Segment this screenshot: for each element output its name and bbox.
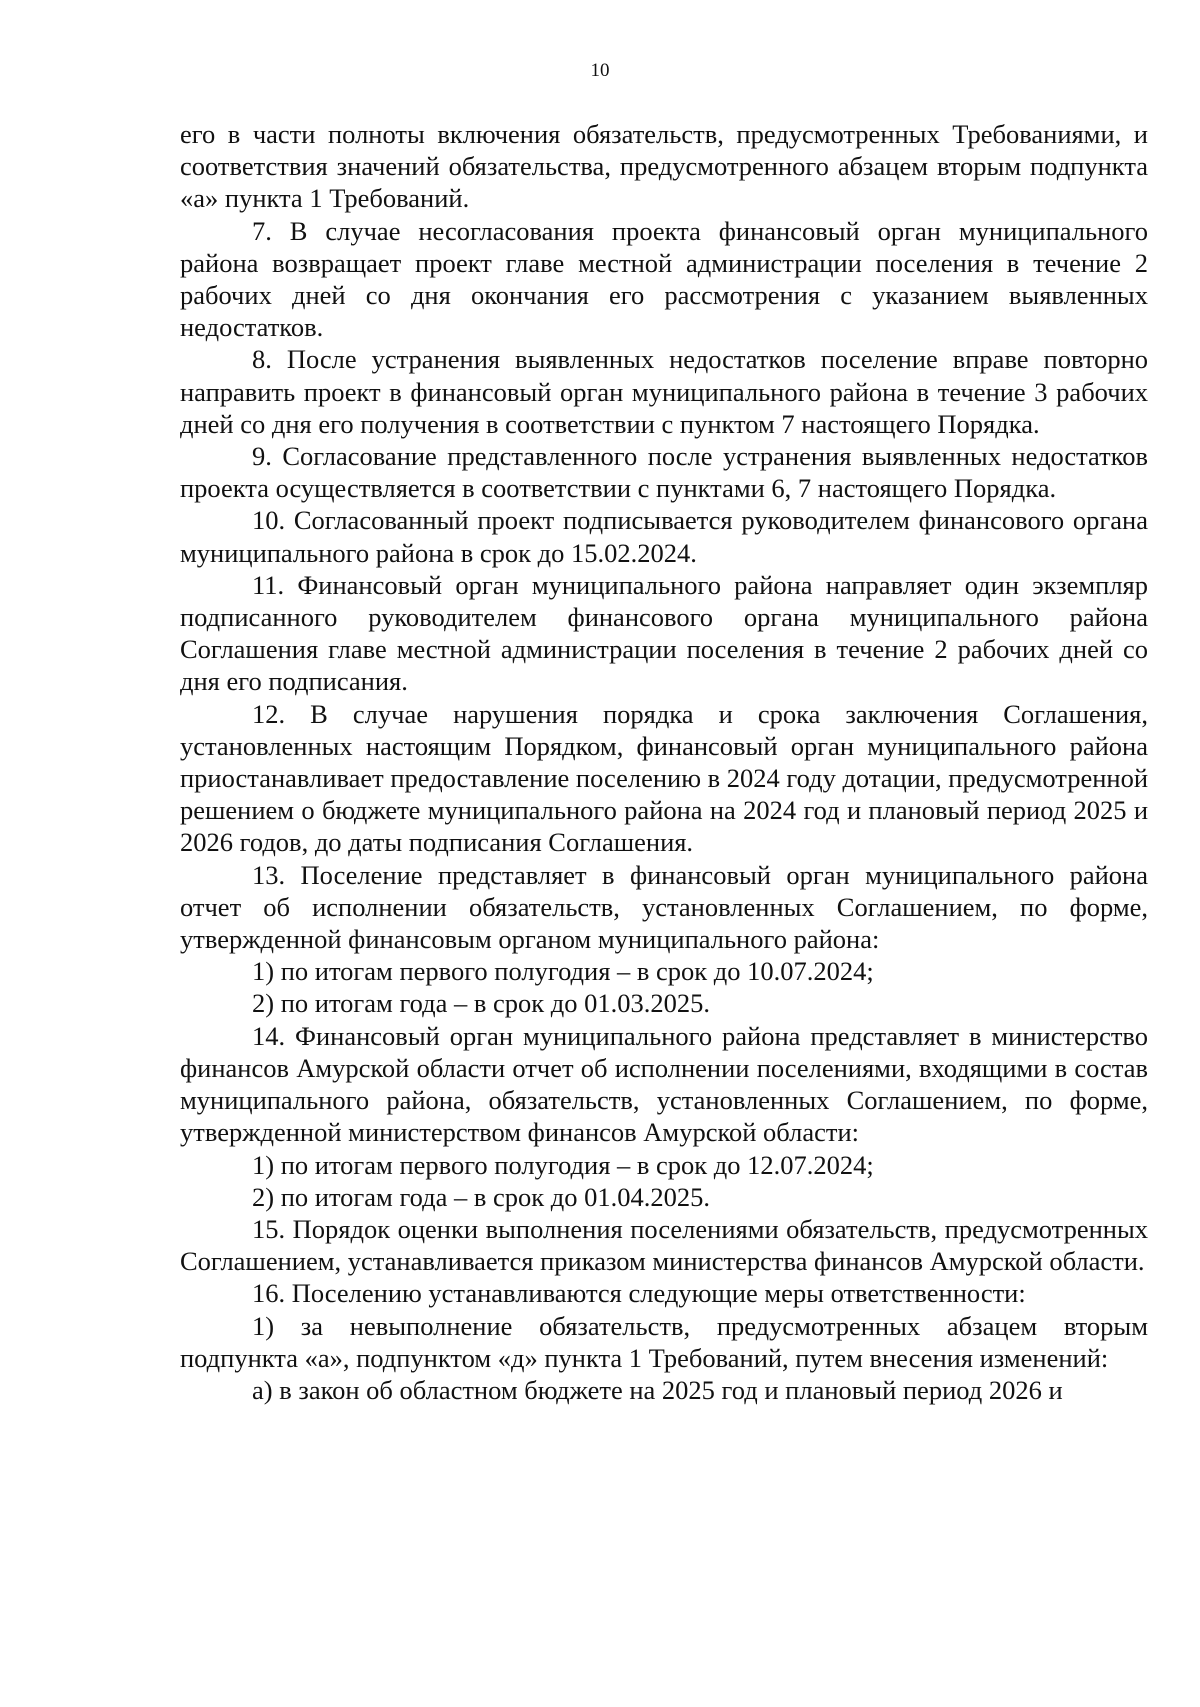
paragraph-16-item-1-a: а) в закон об областном бюджете на 2025 год и плановый период 2026 и — [252, 1374, 1063, 1405]
paragraph-14-item-2: 2) по итогам года – в срок до 01.04.2025. — [252, 1181, 711, 1212]
document-body — [180, 118, 1148, 1406]
paragraph-11: 11. Финансовый орган муниципального района направляет один экземпляр подписанного руководителем финансового органа муниципального района Соглашения главе местной администрации поселения в течение 2 рабочих дней со дня его подписания. — [180, 569, 1148, 697]
paragraph-14-item-1: 1) по итогам первого полугодия – в срок до 12.07.2024; — [252, 1149, 874, 1180]
paragraph-14: 14. Финансовый орган муниципального района представляет в министерство финансов Амурской области отчет об исполнении поселениями, входящими в состав муниципального района, обязательств, установленных Соглашением, по форме, утвержденной министерством финансов Амурской области: — [180, 1020, 1148, 1148]
paragraph-10: 10. Согласованный проект подписывается руководителем финансового органа муниципального района в срок до 15.02.2024. — [180, 505, 1148, 568]
paragraph-16: 16. Поселению устанавливаются следующие меры ответственности: — [252, 1278, 1026, 1309]
paragraph-8: 8. После устранения выявленных недостатков поселение вправе повторно направить проект в финансовый орган муниципального района в течение 3 рабочих дней со дня его получения в соответствии с пунктом 7 настоящего Порядка. — [180, 344, 1148, 439]
paragraph-13: 13. Поселение представляет в финансовый орган муниципального района отчет об исполнении обязательств, установленных Соглашением, по форме, утвержденной финансовым органом муниципального района: — [180, 859, 1148, 955]
paragraph-15: 15. Порядок оценки выполнения поселениями обязательств, предусмотренных Соглашением, устанавливается приказом министерства финансов Амурской области. — [180, 1213, 1148, 1277]
paragraph-7: 7. В случае несогласования проекта финансовый орган муниципального района возвращает проект главе местной администрации поселения в течение 2 рабочих дней со дня окончания его рассмотрения с указанием выявленных недостатков. — [180, 215, 1148, 343]
paragraph-continuation: его в части полноты включения обязательств, предусмотренных Требованиями, и соответствия значений обязательства, предусмотренного абзацем вторым подпункта «а» пункта 1 Требований. — [180, 119, 1148, 214]
paragraph-9: 9. Согласование представленного после устранения выявленных недостатков проекта осуществляется в соответствии с пунктами 6, 7 настоящего Порядка. — [180, 441, 1148, 504]
paragraph-13-item-1: 1) по итогам первого полугодия – в срок до 10.07.2024; — [252, 956, 874, 987]
paragraph-13-item-2: 2) по итогам года – в срок до 01.03.2025. — [252, 988, 711, 1019]
paragraph-12: 12. В случае нарушения порядка и срока заключения Соглашения, установленных настоящим Порядком, финансовый орган муниципального района приостанавливает предоставление поселению в 2024 году дотации, предусмотренной решением о бюджете муниципального района на 2024 год и плановый период 2025 и 2026 годов, до даты подписания Соглашения. — [180, 698, 1149, 858]
paragraph-16-item-1: 1) за невыполнение обязательств, предусмотренных абзацем вторым подпункта «а», подпунктом «д» пункта 1 Требований, путем внесения изменений: — [180, 1310, 1148, 1373]
page-number: 10 — [590, 60, 610, 81]
